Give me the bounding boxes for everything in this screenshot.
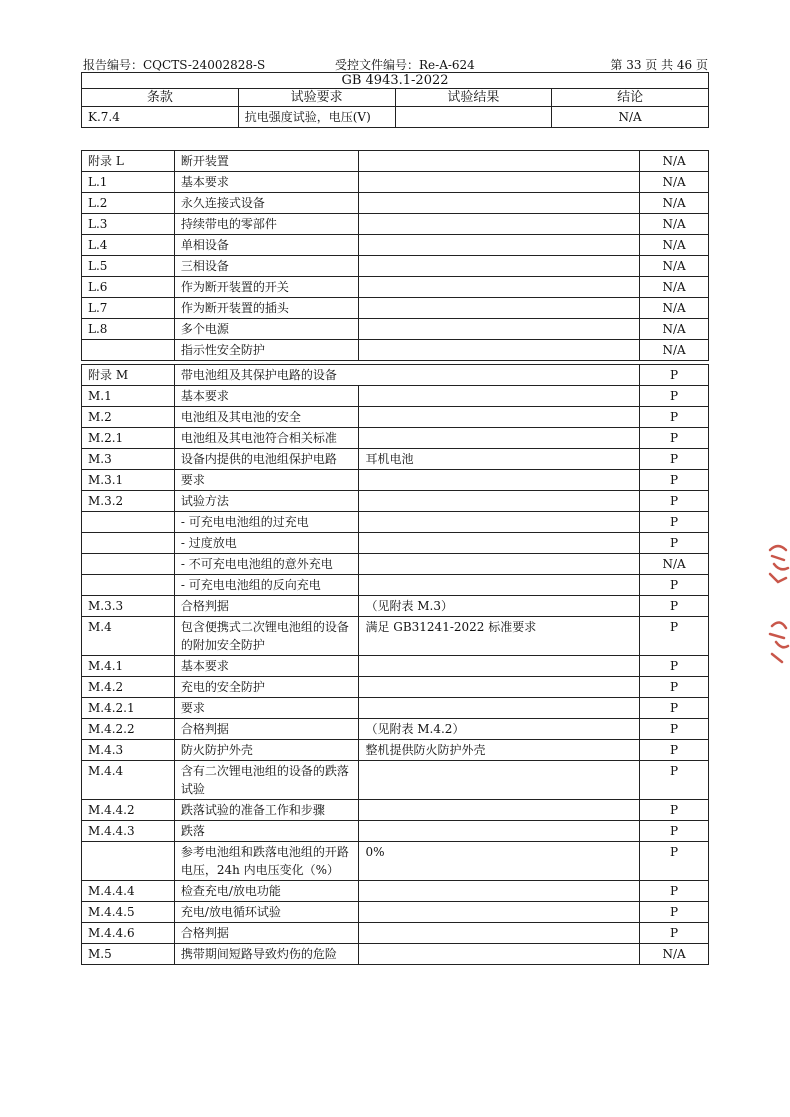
requirement-cell: 跌落试验的准备工作和步骤: [174, 800, 359, 821]
verdict-cell: P: [640, 821, 709, 842]
verdict-cell: P: [640, 533, 709, 554]
clause-cell: 附录 L: [82, 151, 175, 172]
requirement-cell: 检查充电/放电功能: [174, 881, 359, 902]
requirement-cell: 设备内提供的电池组保护电路: [174, 449, 359, 470]
verdict-cell: N/A: [640, 277, 709, 298]
table-row: [82, 554, 709, 575]
result-cell: [359, 656, 640, 677]
table-row: [82, 596, 709, 617]
verdict-cell: N/A: [640, 151, 709, 172]
result-cell: [359, 235, 640, 256]
table-row: [82, 193, 709, 214]
clause-cell: K.7.4: [82, 107, 239, 128]
standard-title: GB 4943.1-2022: [82, 73, 709, 89]
verdict-cell: P: [640, 698, 709, 719]
verdict-cell: P: [640, 740, 709, 761]
result-cell: [359, 151, 640, 172]
requirement-cell: 基本要求: [174, 656, 359, 677]
table-row: [82, 365, 709, 386]
seal-stamp: [766, 538, 790, 668]
control-document-number: 受控文件编号：Re-A-624: [335, 58, 475, 72]
requirement-cell: 充电的安全防护: [174, 677, 359, 698]
requirement-cell: 包含便携式二次锂电池组的设备的附加安全防护: [174, 617, 359, 656]
table-row: [82, 881, 709, 902]
result-cell: [359, 319, 640, 340]
table-row: [82, 821, 709, 842]
table-row: [82, 512, 709, 533]
clause-cell: [82, 340, 175, 361]
verdict-cell: P: [640, 491, 709, 512]
table-row: [82, 386, 709, 407]
table-row: [82, 256, 709, 277]
clause-cell: L.7: [82, 298, 175, 319]
result-cell: [359, 386, 640, 407]
clause-cell: L.1: [82, 172, 175, 193]
table-row: [82, 107, 709, 128]
table-row: [82, 617, 709, 656]
table-row: [82, 800, 709, 821]
result-cell: [359, 428, 640, 449]
requirement-cell: - 可充电电池组的过充电: [174, 512, 359, 533]
clause-cell: M.4.1: [82, 656, 175, 677]
verdict-cell: N/A: [640, 172, 709, 193]
result-cell: [359, 298, 640, 319]
result-cell: [359, 277, 640, 298]
result-cell: [359, 512, 640, 533]
result-cell: （见附表 M.4.2）: [359, 719, 640, 740]
result-cell: [359, 554, 640, 575]
column-header-clause: 条款: [82, 89, 239, 107]
verdict-cell: N/A: [640, 944, 709, 965]
requirement-cell: 电池组及其电池的安全: [174, 407, 359, 428]
verdict-cell: P: [640, 365, 709, 386]
verdict-cell: P: [640, 881, 709, 902]
result-cell: [359, 172, 640, 193]
table-row: [82, 719, 709, 740]
result-cell: [359, 575, 640, 596]
table-row: [82, 491, 709, 512]
requirement-cell: 携带期间短路导致灼伤的危险: [174, 944, 359, 965]
verdict-cell: P: [640, 761, 709, 800]
requirement-cell: 指示性安全防护: [174, 340, 359, 361]
verdict-cell: P: [640, 512, 709, 533]
verdict-cell: P: [640, 428, 709, 449]
requirement-cell: 充电/放电循环试验: [174, 902, 359, 923]
clause-cell: M.3.2: [82, 491, 175, 512]
verdict-cell: P: [640, 407, 709, 428]
clause-cell: M.4.4.5: [82, 902, 175, 923]
table-row: [82, 407, 709, 428]
clause-cell: M.4.4.3: [82, 821, 175, 842]
table-row: [82, 319, 709, 340]
report-number: 报告编号：CQCTS-24002828-S: [83, 58, 266, 72]
verdict-cell: P: [640, 386, 709, 407]
verdict-cell: N/A: [552, 107, 709, 128]
clause-cell: M.4.4.4: [82, 881, 175, 902]
requirement-cell: - 过度放电: [174, 533, 359, 554]
clause-cell: L.5: [82, 256, 175, 277]
verdict-cell: P: [640, 596, 709, 617]
result-cell: （见附表 M.3）: [359, 596, 640, 617]
table-row: [82, 533, 709, 554]
verdict-cell: N/A: [640, 319, 709, 340]
verdict-cell: N/A: [640, 193, 709, 214]
table-row: [82, 277, 709, 298]
result-cell: 0%: [359, 842, 640, 881]
verdict-cell: N/A: [640, 214, 709, 235]
clause-cell: M.3: [82, 449, 175, 470]
requirement-cell: 带电池组及其保护电路的设备: [174, 365, 639, 386]
clause-cell: [82, 842, 175, 881]
clause-cell: [82, 554, 175, 575]
clause-cell: 附录 M: [82, 365, 175, 386]
table-row: [82, 214, 709, 235]
clause-cell: L.4: [82, 235, 175, 256]
verdict-cell: P: [640, 470, 709, 491]
clause-cell: L.8: [82, 319, 175, 340]
requirement-cell: 合格判据: [174, 719, 359, 740]
verdict-cell: N/A: [640, 298, 709, 319]
table-row: [82, 575, 709, 596]
column-header-requirement: 试验要求: [238, 89, 395, 107]
verdict-cell: N/A: [640, 235, 709, 256]
clause-cell: L.6: [82, 277, 175, 298]
requirement-cell: 多个电源: [174, 319, 359, 340]
requirement-cell: - 可充电电池组的反向充电: [174, 575, 359, 596]
clause-cell: M.4: [82, 617, 175, 656]
requirement-cell: 要求: [174, 470, 359, 491]
table-row: [82, 449, 709, 470]
requirement-cell: 持续带电的零部件: [174, 214, 359, 235]
result-cell: [359, 533, 640, 554]
clause-cell: M.1: [82, 386, 175, 407]
clause-cell: M.2: [82, 407, 175, 428]
verdict-cell: N/A: [640, 340, 709, 361]
table-row: [82, 761, 709, 800]
result-cell: 整机提供防火防护外壳: [359, 740, 640, 761]
requirement-cell: 合格判据: [174, 923, 359, 944]
result-cell: [359, 761, 640, 800]
result-cell: [359, 821, 640, 842]
clause-cell: [82, 575, 175, 596]
result-cell: [359, 193, 640, 214]
result-cell: [359, 944, 640, 965]
requirement-cell: 基本要求: [174, 386, 359, 407]
table-row: [82, 428, 709, 449]
requirement-cell: - 不可充电电池组的意外充电: [174, 554, 359, 575]
clause-cell: M.2.1: [82, 428, 175, 449]
result-cell: [359, 923, 640, 944]
table-row: [82, 698, 709, 719]
table-row: [82, 923, 709, 944]
standard-row: [82, 73, 709, 89]
clause-cell: M.4.3: [82, 740, 175, 761]
verdict-cell: P: [640, 923, 709, 944]
requirement-cell: 要求: [174, 698, 359, 719]
column-header-verdict: 结论: [552, 89, 709, 107]
table-annex-m: [81, 364, 709, 965]
requirement-cell: 试验方法: [174, 491, 359, 512]
verdict-cell: P: [640, 449, 709, 470]
result-cell: [359, 698, 640, 719]
result-cell: 耳机电池: [359, 449, 640, 470]
clause-cell: M.3.1: [82, 470, 175, 491]
verdict-cell: P: [640, 800, 709, 821]
clause-cell: L.2: [82, 193, 175, 214]
requirement-cell: 三相设备: [174, 256, 359, 277]
table-row: [82, 298, 709, 319]
table-row: [82, 340, 709, 361]
table-row: [82, 235, 709, 256]
clause-cell: M.4.4.6: [82, 923, 175, 944]
requirement-cell: 作为断开装置的开关: [174, 277, 359, 298]
requirement-cell: 作为断开装置的插头: [174, 298, 359, 319]
requirement-cell: 抗电强度试验，电压(V): [238, 107, 395, 128]
clause-cell: M.4.2: [82, 677, 175, 698]
clause-cell: L.3: [82, 214, 175, 235]
requirement-cell: 合格判据: [174, 596, 359, 617]
table-row: [82, 740, 709, 761]
result-cell: [359, 881, 640, 902]
verdict-cell: P: [640, 677, 709, 698]
table-annex-l: [81, 150, 709, 361]
verdict-cell: P: [640, 656, 709, 677]
table-k-section: [81, 72, 709, 128]
requirement-cell: 单相设备: [174, 235, 359, 256]
result-cell: [359, 407, 640, 428]
requirement-cell: 断开装置: [174, 151, 359, 172]
verdict-cell: N/A: [640, 256, 709, 277]
table-row: [82, 470, 709, 491]
requirement-cell: 含有二次锂电池组的设备的跌落试验: [174, 761, 359, 800]
verdict-cell: P: [640, 719, 709, 740]
table-row: [82, 172, 709, 193]
result-cell: [359, 902, 640, 923]
requirement-cell: 基本要求: [174, 172, 359, 193]
clause-cell: M.4.4.2: [82, 800, 175, 821]
clause-cell: M.3.3: [82, 596, 175, 617]
clause-cell: M.4.4: [82, 761, 175, 800]
clause-cell: M.4.2.2: [82, 719, 175, 740]
result-cell: [359, 256, 640, 277]
result-cell: [359, 214, 640, 235]
table-row: [82, 842, 709, 881]
column-header-result: 试验结果: [395, 89, 552, 107]
result-cell: [359, 677, 640, 698]
verdict-cell: N/A: [640, 554, 709, 575]
result-cell: 满足 GB31241-2022 标准要求: [359, 617, 640, 656]
clause-cell: M.4.2.1: [82, 698, 175, 719]
requirement-cell: 参考电池组和跌落电池组的开路电压，24h 内电压变化（%）: [174, 842, 359, 881]
result-cell: [359, 340, 640, 361]
requirement-cell: 跌落: [174, 821, 359, 842]
clause-cell: [82, 512, 175, 533]
verdict-cell: P: [640, 575, 709, 596]
page-number: 第 33 页 共 46 页: [610, 58, 708, 72]
result-cell: [359, 491, 640, 512]
requirement-cell: 永久连接式设备: [174, 193, 359, 214]
result-cell: [395, 107, 552, 128]
result-cell: [359, 470, 640, 491]
requirement-cell: 电池组及其电池符合相关标准: [174, 428, 359, 449]
verdict-cell: P: [640, 617, 709, 656]
clause-cell: [82, 533, 175, 554]
table-row: [82, 902, 709, 923]
column-header-row: [82, 89, 709, 107]
table-row: [82, 677, 709, 698]
table-row: [82, 656, 709, 677]
clause-cell: M.5: [82, 944, 175, 965]
requirement-cell: 防火防护外壳: [174, 740, 359, 761]
page-header: [83, 56, 708, 72]
result-cell: [359, 800, 640, 821]
table-row: [82, 151, 709, 172]
table-row: [82, 944, 709, 965]
verdict-cell: P: [640, 842, 709, 881]
verdict-cell: P: [640, 902, 709, 923]
